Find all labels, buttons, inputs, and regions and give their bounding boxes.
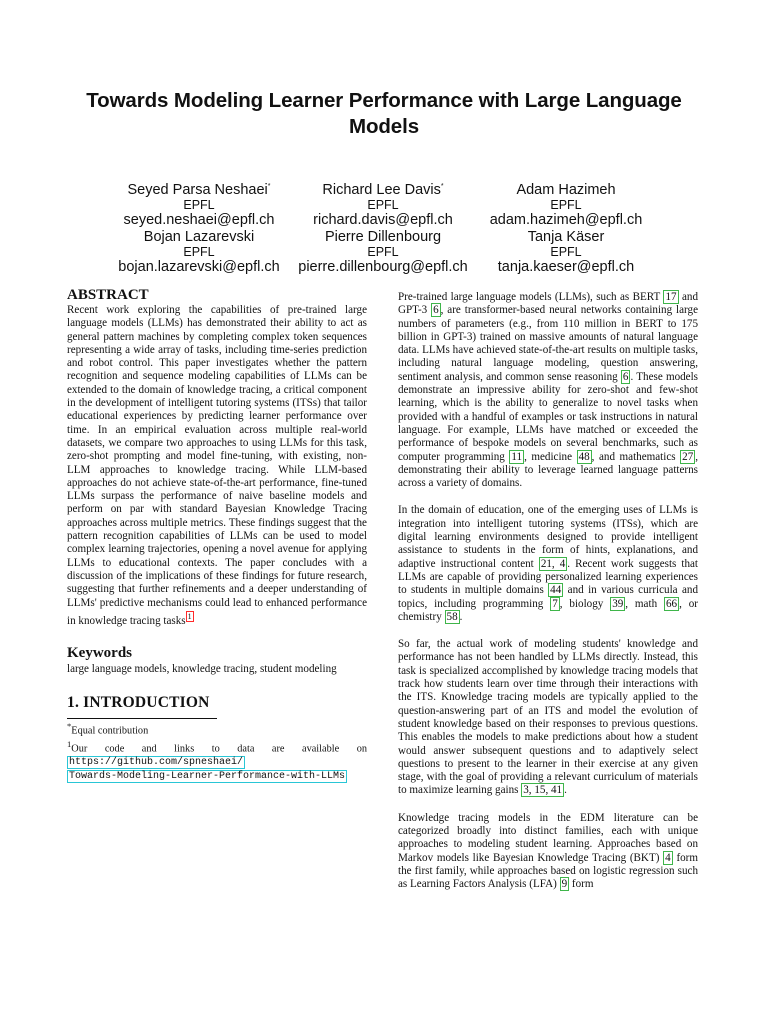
keywords-text: large language models, knowledge tracing, student modeling bbox=[67, 663, 337, 676]
citation-link[interactable]: 9 bbox=[561, 878, 568, 891]
author-name: Adam Hazimeh bbox=[516, 182, 616, 198]
introduction-heading: 1. INTRODUCTION bbox=[67, 694, 210, 712]
author-affiliation: EPFL bbox=[367, 245, 399, 259]
author-email: bojan.lazarevski@epfl.ch bbox=[118, 259, 280, 275]
citation-link[interactable]: 66 bbox=[666, 597, 678, 610]
citation-link[interactable]: 4 bbox=[665, 851, 671, 864]
intro-paragraph-2: In the domain of education, one of the emerging uses of LLMs is integration into intelligent tutoring systems (ITSs), which are digital learning environments designed to provide intelligent assistance to students in the form of hints, explanations, and adaptive instructional content 21, 4 . Recent work suggests that LLMs are capable of providing personalized learning experiences to students in multiple domains 44 and in various curricula and topics, including programming 7 , biology 39 , math 66 , or chemistry 58 . bbox=[398, 504, 699, 623]
citation-link[interactable]: 3, 15, 41 bbox=[523, 784, 563, 797]
author-email: richard.davis@epfl.ch bbox=[313, 212, 453, 228]
github-link[interactable]: https://github.com/spneshaei/ bbox=[69, 757, 244, 769]
citation-link[interactable]: 21, 4 bbox=[540, 557, 566, 570]
citation-link[interactable]: 48 bbox=[578, 450, 590, 463]
author-name: Pierre Dillenbourg bbox=[324, 229, 442, 245]
citation-link[interactable]: 6 bbox=[622, 370, 629, 383]
footnote-code: $^1$Our code and links to data are available on https://github.com/spneshaei/ bbox=[67, 739, 367, 769]
author-name: Bojan Lazarevski bbox=[143, 229, 255, 245]
author-block bbox=[451, 225, 681, 276]
citation-link[interactable]: 11 bbox=[511, 450, 523, 463]
author-affiliation: EPFL bbox=[183, 198, 215, 212]
author-affiliation: EPFL bbox=[550, 245, 582, 259]
citation-link[interactable]: 58 bbox=[446, 610, 458, 623]
author-affiliation: EPFL bbox=[367, 198, 399, 212]
footnote-equal-contribution: *Equal contribution bbox=[67, 721, 149, 737]
footnote-divider bbox=[67, 718, 217, 719]
abstract-heading: ABSTRACT bbox=[67, 287, 149, 303]
equal-contribution-mark: * bbox=[267, 183, 271, 190]
intro-paragraph-4: Knowledge tracing models in the EDM literature can be categorized broadly into distinct families, each with unique approaches to modeling student learning. Approaches based on Markov models like Bayesian Knowledge Tracing (BKT) 4 form the first family, while approaches based on logistic regression such as Learning Factors Analysis (LFA) 9 form bbox=[398, 811, 699, 891]
intro-paragraph-3: So far, the actual work of modeling students' knowledge and performance has not been handled by LLMs directly. Instead, this task is specialized accomplished by knowledge tracing models that track how students learn over time through their interactions with the ITS. Knowledge tracing models are typically applied to the question-answering part of an ITS and model the evolution of student knowledge based on their responses to previous questions. This enables the models to make predictions about how a student would answer subsequent questions and to adaptively select questions to present to the learner in their exercise at any given stage, with the goal of providing a relevant curriculum of materials to maximize learning gains 3, 15, 41 . bbox=[398, 638, 698, 797]
author-affiliation: EPFL bbox=[550, 198, 582, 212]
author-name: Tanja Käser bbox=[527, 229, 605, 245]
author-block bbox=[451, 178, 681, 229]
citation-link[interactable]: 44 bbox=[550, 584, 562, 597]
author-email: pierre.dillenbourg@epfl.ch bbox=[298, 259, 468, 275]
citation-link[interactable]: 27 bbox=[682, 450, 694, 463]
citation-link[interactable]: 7 bbox=[552, 597, 558, 610]
keywords-heading: Keywords bbox=[67, 645, 132, 662]
author-name: Seyed Parsa Neshaei bbox=[127, 182, 268, 198]
github-link-continued[interactable]: Towards-Modeling-Learner-Performance-with-LLMs bbox=[69, 770, 346, 782]
author-affiliation: EPFL bbox=[183, 245, 215, 259]
intro-paragraph-1: Pre-trained large language models (LLMs), such as BERT 17 and GPT-3 6 , are transformer-based neural networks containing large numbers of parameters (e.g., from 110 million in BERT to 175 billion in GPT-3) trained on massive amounts of natural language data. LLMs have achieved state-of-the-art results on multiple tasks, including natural language modeling, question answering, sentiment analysis, and common sense reasoning 6 . These models demonstrate an impressive ability for zero-shot and few-shot learning, which is the ability to generalize to novel tasks when provided with a handful of examples or task instructions in natural language. For example, LLMs have matched or exceeded the performance of bespoke models on several benchmarks, such as computer programming 11 , medicine 48 , and mathematics 27 , demonstrating their ability to leverage learned language patterns across a variety of domains. bbox=[398, 291, 699, 490]
author-email: adam.hazimeh@epfl.ch bbox=[489, 212, 643, 228]
citation-link[interactable]: 39 bbox=[612, 597, 624, 610]
author-email: seyed.neshaei@epfl.ch bbox=[123, 212, 275, 228]
equal-contribution-mark: * bbox=[440, 183, 444, 190]
author-name: Richard Lee Davis bbox=[322, 182, 441, 198]
author-email: tanja.kaeser@epfl.ch bbox=[497, 259, 635, 275]
footnotes bbox=[67, 720, 367, 783]
paper-title: Towards Modeling Learner Performance with Large Language Models bbox=[86, 89, 682, 138]
abstract-text: Recent work exploring the capabilities of pre-trained large language models (LLMs) has demonstrated their ability to act as general pattern machines by completing complex token sequences representing a wide array of tasks, including time-series prediction and robot control. This paper investigates whether the pattern recognition and sequence modeling capabilities of LLMs can be extended to the domain of knowledge tracing, a critical component in the development of intelligent tutoring systems (ITSs) that tailor educational experiences by predicting learner performance over time. In an empirical evaluation across multiple real-world datasets, we compare two approaches to using LLMs for this task, zero-shot prompting and model fine-tuning, with existing, non-LLM approaches to knowledge tracing. While LLM-based approaches do not achieve state-of-the-art performance, fine-tuned LLMs surpass the performance of naive baseline models and perform on par with standard Bayesian Knowledge Tracing approaches across multiple metrics. These findings suggest that the pattern recognition capabilities of LLMs can be used to model complex learning trajectories, opening a novel avenue for applying LLMs to educational contexts. The paper concludes with a discussion of the implications of these findings for future research, suggesting that further refinements and a deeper understanding of LLMs' predictive mechanisms could lead to enhanced performance in knowledge tracing tasks $^1$ bbox=[67, 304, 367, 627]
citation-link[interactable]: 6 bbox=[433, 304, 439, 317]
footnote-link[interactable]: 1 bbox=[187, 611, 192, 621]
left-column bbox=[67, 287, 367, 783]
citation-link[interactable]: 17 bbox=[665, 291, 677, 303]
right-column bbox=[398, 291, 698, 891]
